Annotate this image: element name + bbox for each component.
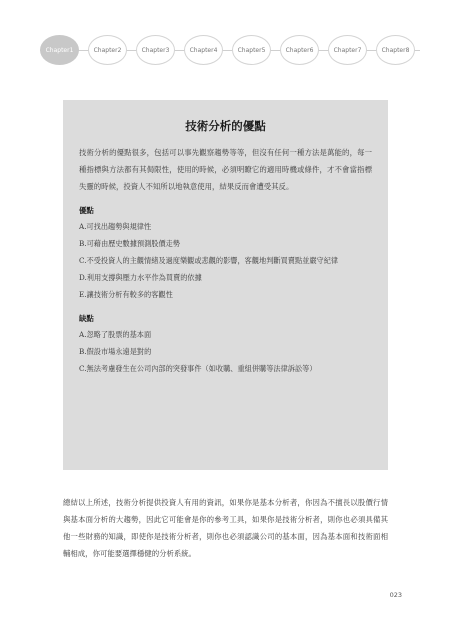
- advantages-box: [63, 100, 388, 470]
- cons-item: C.無法考慮發生在公司內部的突發事件（如收購、重組併購等法律訴訟等）: [79, 364, 317, 373]
- box-description: 技術分析的優點很多，包括可以事先觀察趨勢等等，但沒有任何一種方法是萬能的，每一種指標與方法都有其侷限性，使用的時候，必須明瞭它的適用時機或條件，才不會當指標失靈的時候，投資人不知所以地執意使用，結果反而會遭受其反。: [79, 148, 372, 191]
- pros-item: A.可找出趨勢與規律性: [79, 222, 152, 231]
- cons-item: B.假設市場永遠是對的: [79, 347, 152, 356]
- page-number: 023: [389, 591, 402, 599]
- box-title: 技術分析的優點: [185, 119, 266, 133]
- cons-heading: 缺點: [79, 314, 94, 323]
- pros-item: B.可藉由歷史數據預測股價走勢: [79, 239, 181, 248]
- pros-heading: 優點: [79, 206, 94, 215]
- chapter-tab-7[interactable]: Chapter7: [328, 35, 367, 65]
- chapter-tab-6[interactable]: Chapter6: [280, 35, 319, 65]
- chapter-tab-1[interactable]: Chapter1: [40, 35, 79, 65]
- pros-item: C.不受投資人的主觀情緒及過度樂觀或悲觀的影響，客觀地判斷買賣點並嚴守紀律: [79, 256, 339, 265]
- chapter-tab-4[interactable]: Chapter4: [184, 35, 223, 65]
- chapter-tab-3[interactable]: Chapter3: [136, 35, 175, 65]
- body-paragraph: 總結以上所述，技術分析提供投資人有用的資訊，如果你是基本分析者，你因為不擅長以股價行情與基本面分析的大趨勢，因此它可能會是你的參考工具，如果你是技術分析者，則你也必須具備其他一些財務的知識，即使你是技術分析者，則你也必須認識公司的基本面，因為基本面和技術面相輔相成，你可能要選擇穩健的分析系統。: [63, 498, 388, 558]
- chapter-tab-5[interactable]: Chapter5: [232, 35, 271, 65]
- chapter-tab-8[interactable]: Chapter8: [376, 35, 415, 65]
- pros-item: D.利用支撐與壓力水平作為買賣的依據: [79, 273, 202, 282]
- chapter-nav: [40, 35, 420, 65]
- chapter-tab-2[interactable]: Chapter2: [88, 35, 127, 65]
- cons-item: A.忽略了股票的基本面: [79, 330, 152, 339]
- pros-list: [79, 218, 372, 303]
- pros-item: E.讓技術分析有較多的客觀性: [79, 290, 173, 299]
- cons-list: [79, 326, 372, 377]
